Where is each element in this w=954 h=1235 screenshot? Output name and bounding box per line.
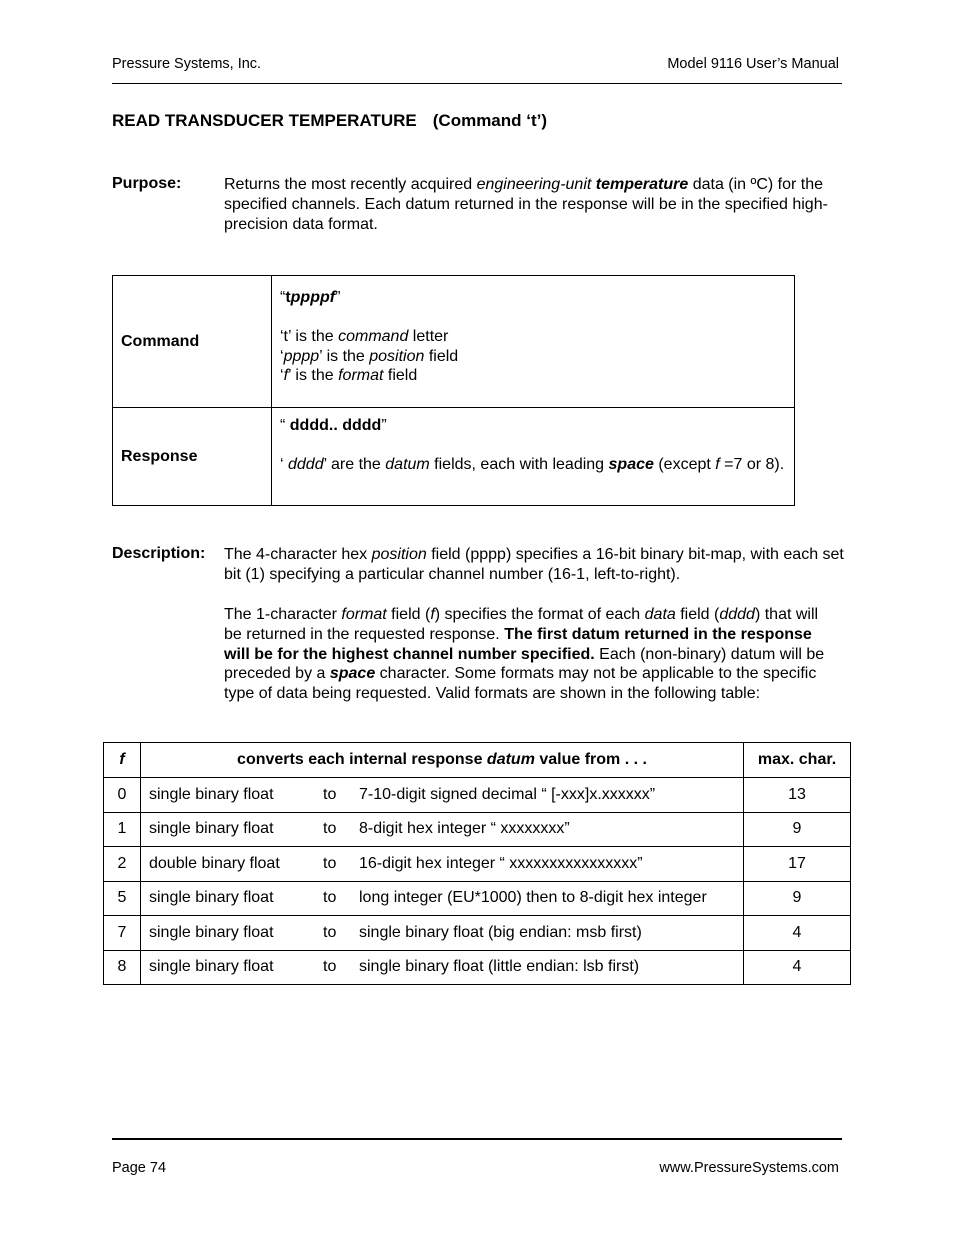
section-title-command: (Command ‘t’) — [432, 111, 548, 130]
command-definition — [272, 276, 795, 408]
header-manual-title: Model 9116 User’s Manual — [667, 56, 839, 72]
position-field-line: ‘pppp’ is the position field — [280, 347, 459, 365]
to-word: to — [323, 785, 337, 803]
max-char-cell: 17 — [744, 847, 851, 882]
section-title — [112, 111, 547, 131]
conversion-cell — [141, 916, 744, 951]
source-type: single binary float — [149, 820, 274, 838]
description-paragraph-2: The 1-character format field (f) specifies the format of each data field (dddd) that will be returned in the requested response. The first datum returned in the response will be for the highest channel number specified. Each (non-binary) datum will be preceded by a space character. Some formats may not be applicable to the specific type of data being requested. Valid formats are shown in the following table: — [224, 606, 825, 703]
target-type: 7-10-digit signed decimal “ [-xxx]x.xxxxxx” — [359, 785, 656, 803]
to-word: to — [323, 958, 337, 976]
format-code-cell: 5 — [104, 881, 141, 916]
command-table — [112, 275, 795, 506]
max-char-cell: 4 — [744, 950, 851, 985]
max-char-cell: 9 — [744, 881, 851, 916]
target-type: 16-digit hex integer “ xxxxxxxxxxxxxxxx” — [359, 854, 643, 872]
target-type: single binary float (little endian: lsb first) — [359, 958, 640, 976]
format-field-line: ‘f’ is the format field — [280, 367, 418, 385]
source-type: single binary float — [149, 889, 274, 907]
target-type: long integer (EU*1000) then to 8-digit hex integer — [359, 889, 707, 907]
table-row — [104, 950, 851, 985]
footer-website: www.PressureSystems.com — [659, 1160, 839, 1176]
format-code-cell: 8 — [104, 950, 141, 985]
format-code-cell: 7 — [104, 916, 141, 951]
source-type: single binary float — [149, 923, 274, 941]
source-type: single binary float — [149, 958, 274, 976]
conversion-cell — [141, 812, 744, 847]
command-label: Command — [113, 276, 272, 408]
format-table — [103, 742, 851, 985]
max-char-cell: 13 — [744, 778, 851, 813]
purpose-text: Returns the most recently acquired engineering-unit temperature data (in ºC) for the specified channels. Each datum returned in the response will be in the specified high-precision data format. — [224, 176, 828, 233]
description-label: Description: — [112, 545, 206, 562]
response-explanation: ‘ dddd’ are the datum fields, each with leading space (except f =7 or 8). — [280, 455, 785, 473]
response-label: Response — [113, 408, 272, 506]
section-title-main: READ TRANSDUCER TEMPERATURE — [112, 111, 417, 130]
response-syntax: “ dddd.. dddd” — [280, 417, 387, 434]
description-paragraph-1: The 4-character hex position field (pppp) specifies a 16-bit binary bit-map, with each set bit (1) specifying a particular channel number (16-1, left-to-right). — [224, 546, 844, 583]
format-code-cell: 2 — [104, 847, 141, 882]
command-letter-line: ‘t’ is the command letter — [280, 327, 449, 345]
target-type: 8-digit hex integer “ xxxxxxxx” — [359, 820, 570, 838]
col-header-f: f — [104, 743, 141, 778]
conversion-cell — [141, 778, 744, 813]
conversion-cell — [141, 881, 744, 916]
table-row — [104, 881, 851, 916]
purpose-label: Purpose: — [112, 175, 182, 192]
response-definition — [272, 408, 795, 506]
format-table-header — [104, 743, 851, 778]
conversion-cell — [141, 847, 744, 882]
target-type: single binary float (big endian: msb first) — [359, 923, 642, 941]
table-row — [104, 847, 851, 882]
footer-rule — [112, 1138, 842, 1140]
page-number: Page 74 — [112, 1160, 167, 1176]
max-char-cell: 4 — [744, 916, 851, 951]
max-char-cell: 9 — [744, 812, 851, 847]
table-row — [104, 778, 851, 813]
header-rule — [112, 83, 842, 84]
to-word: to — [323, 820, 337, 838]
source-type: double binary float — [149, 854, 280, 872]
format-code-cell: 1 — [104, 812, 141, 847]
to-word: to — [323, 889, 337, 907]
header-company: Pressure Systems, Inc. — [112, 56, 262, 72]
source-type: single binary float — [149, 785, 274, 803]
col-header-conversion: converts each internal response datum value from . . . — [141, 743, 744, 778]
format-code-cell: 0 — [104, 778, 141, 813]
col-header-max-char: max. char. — [744, 743, 851, 778]
table-row — [104, 812, 851, 847]
to-word: to — [323, 854, 337, 872]
conversion-cell — [141, 950, 744, 985]
command-syntax: “tppppf” — [280, 289, 341, 306]
table-row — [104, 916, 851, 951]
to-word: to — [323, 923, 337, 941]
